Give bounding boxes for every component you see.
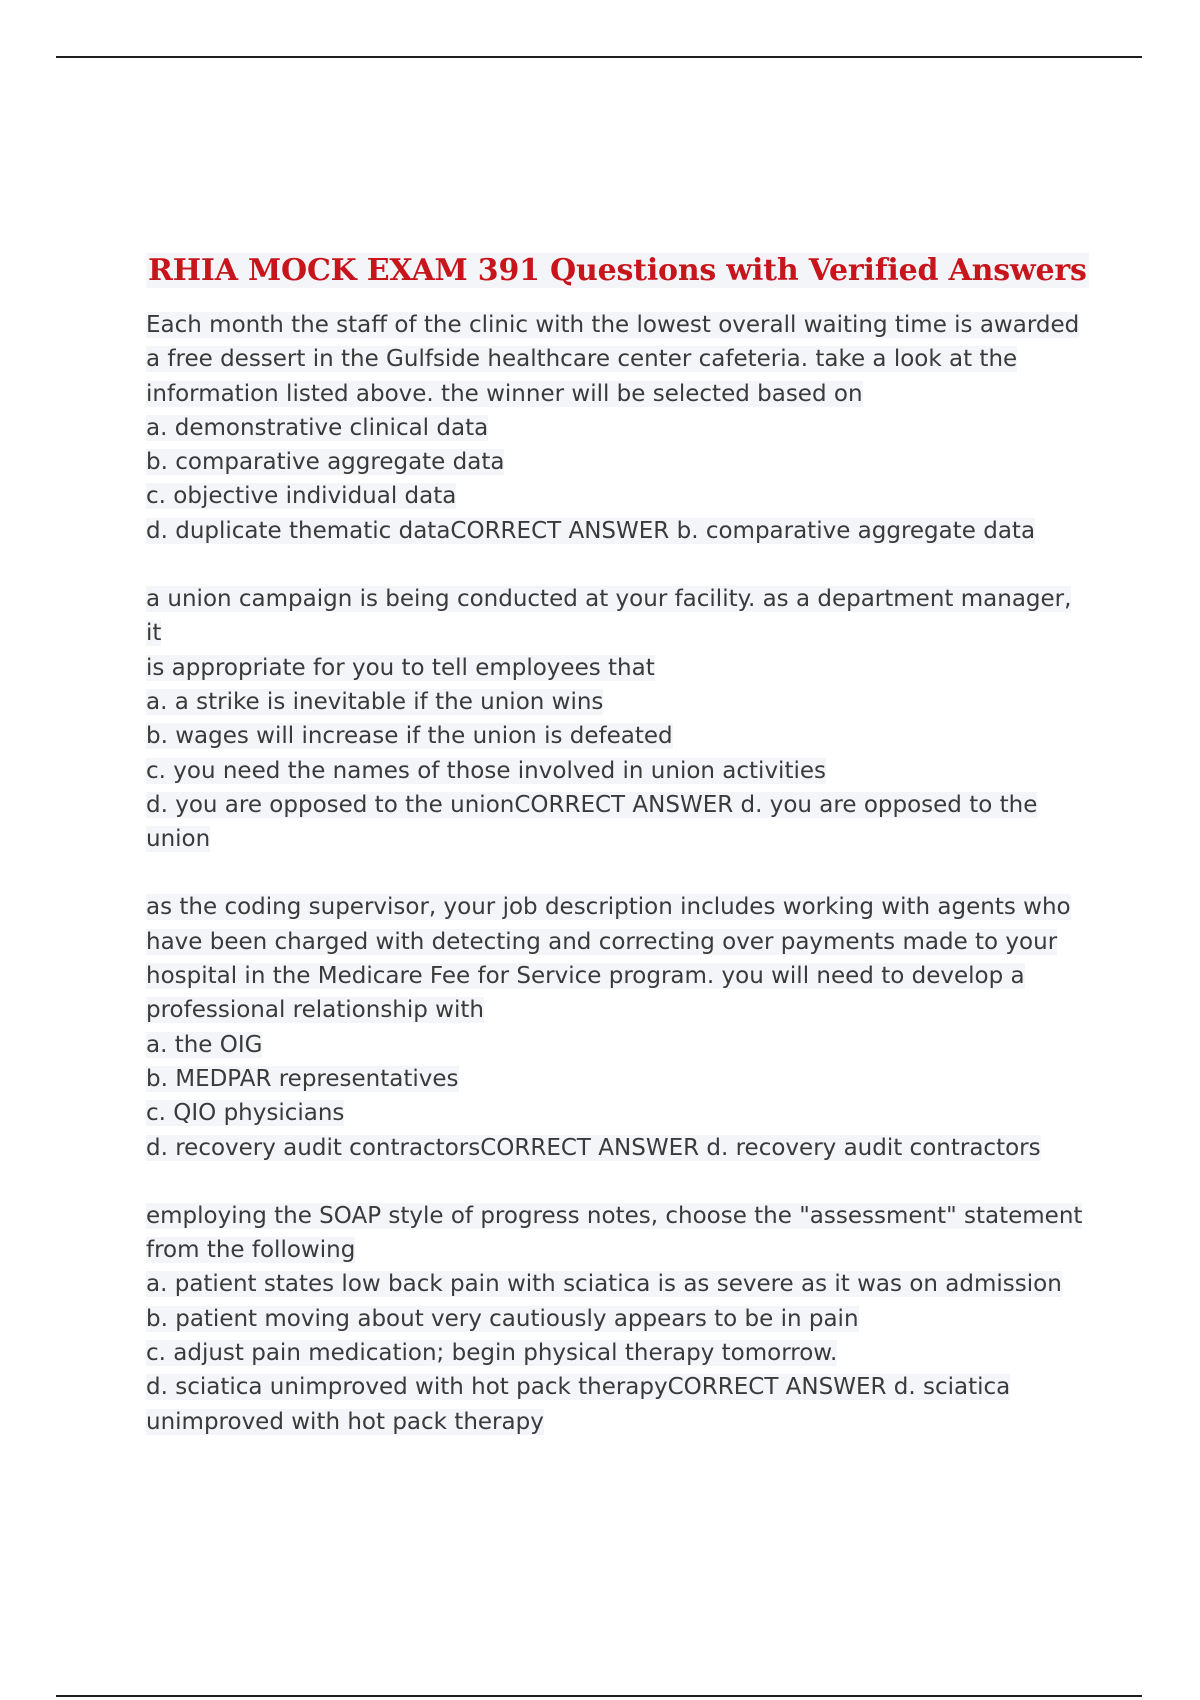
document-title bbox=[146, 246, 1086, 296]
answer-option-b: b. patient moving about very cautiously appears to be in pain bbox=[146, 1305, 859, 1332]
answer-option-a: a. patient states low back pain with sciatica is as severe as it was on admission bbox=[146, 1271, 1062, 1298]
correct-answer-continuation: union bbox=[146, 826, 211, 853]
question-line: Each month the staff of the clinic with the lowest overall waiting time is awarded bbox=[146, 312, 1080, 338]
answer-option-b: b. comparative aggregate data bbox=[146, 449, 505, 476]
answer-option-c: c. objective individual data bbox=[146, 483, 457, 510]
answer-option-d-with-correct-answer: d. you are opposed to the unionCORRECT ANSWER d. you are opposed to the bbox=[146, 791, 1038, 818]
question-line: a union campaign is being conducted at your facility. as a department manager, it bbox=[146, 586, 1072, 647]
answer-option-a: a. a strike is inevitable if the union wins bbox=[146, 688, 604, 715]
document-title-text: RHIA MOCK EXAM 391 Questions with Verified Answers bbox=[148, 253, 1087, 288]
answer-option-d-with-correct-answer: d. recovery audit contractorsCORRECT ANSWER d. recovery audit contractors bbox=[146, 1134, 1041, 1161]
question-line: information listed above. the winner will be selected based on bbox=[146, 380, 863, 407]
answer-option-b: b. wages will increase if the union is defeated bbox=[146, 723, 673, 750]
question-line: employing the SOAP style of progress notes, choose the "assessment" statement bbox=[146, 1202, 1083, 1229]
question-line: is appropriate for you to tell employees that bbox=[146, 654, 655, 681]
question-line: professional relationship with bbox=[146, 997, 484, 1024]
bottom-rule bbox=[56, 1695, 1142, 1697]
answer-option-d-with-correct-answer: d. sciatica unimproved with hot pack therapyCORRECT ANSWER d. sciatica bbox=[146, 1374, 1011, 1401]
answer-option-c: c. adjust pain medication; begin physical therapy tomorrow. bbox=[146, 1340, 838, 1367]
question-line: from the following bbox=[146, 1237, 356, 1264]
answer-option-d-with-correct-answer: d. duplicate thematic dataCORRECT ANSWER b. comparative aggregate data bbox=[146, 517, 1036, 544]
question-line: have been charged with detecting and correcting over payments made to your bbox=[146, 928, 1058, 955]
question-4 bbox=[146, 1199, 1086, 1439]
question-line: a free dessert in the Gulfside healthcare center cafeteria. take a look at the bbox=[146, 346, 1018, 373]
document-body bbox=[146, 246, 1086, 1473]
answer-option-a: a. the OIG bbox=[146, 1031, 263, 1058]
answer-option-c: c. QIO physicians bbox=[146, 1100, 345, 1127]
top-rule bbox=[56, 56, 1142, 58]
question-line: hospital in the Medicare Fee for Service program. you will need to develop a bbox=[146, 963, 1025, 990]
answer-option-c: c. you need the names of those involved in union activities bbox=[146, 757, 826, 784]
answer-option-b: b. MEDPAR representatives bbox=[146, 1065, 459, 1092]
answer-option-a: a. demonstrative clinical data bbox=[146, 414, 489, 441]
question-line: as the coding supervisor, your job description includes working with agents who bbox=[146, 894, 1071, 921]
question-3 bbox=[146, 890, 1086, 1164]
question-1 bbox=[146, 308, 1086, 548]
question-2 bbox=[146, 582, 1086, 856]
correct-answer-continuation: unimproved with hot pack therapy bbox=[146, 1408, 544, 1435]
